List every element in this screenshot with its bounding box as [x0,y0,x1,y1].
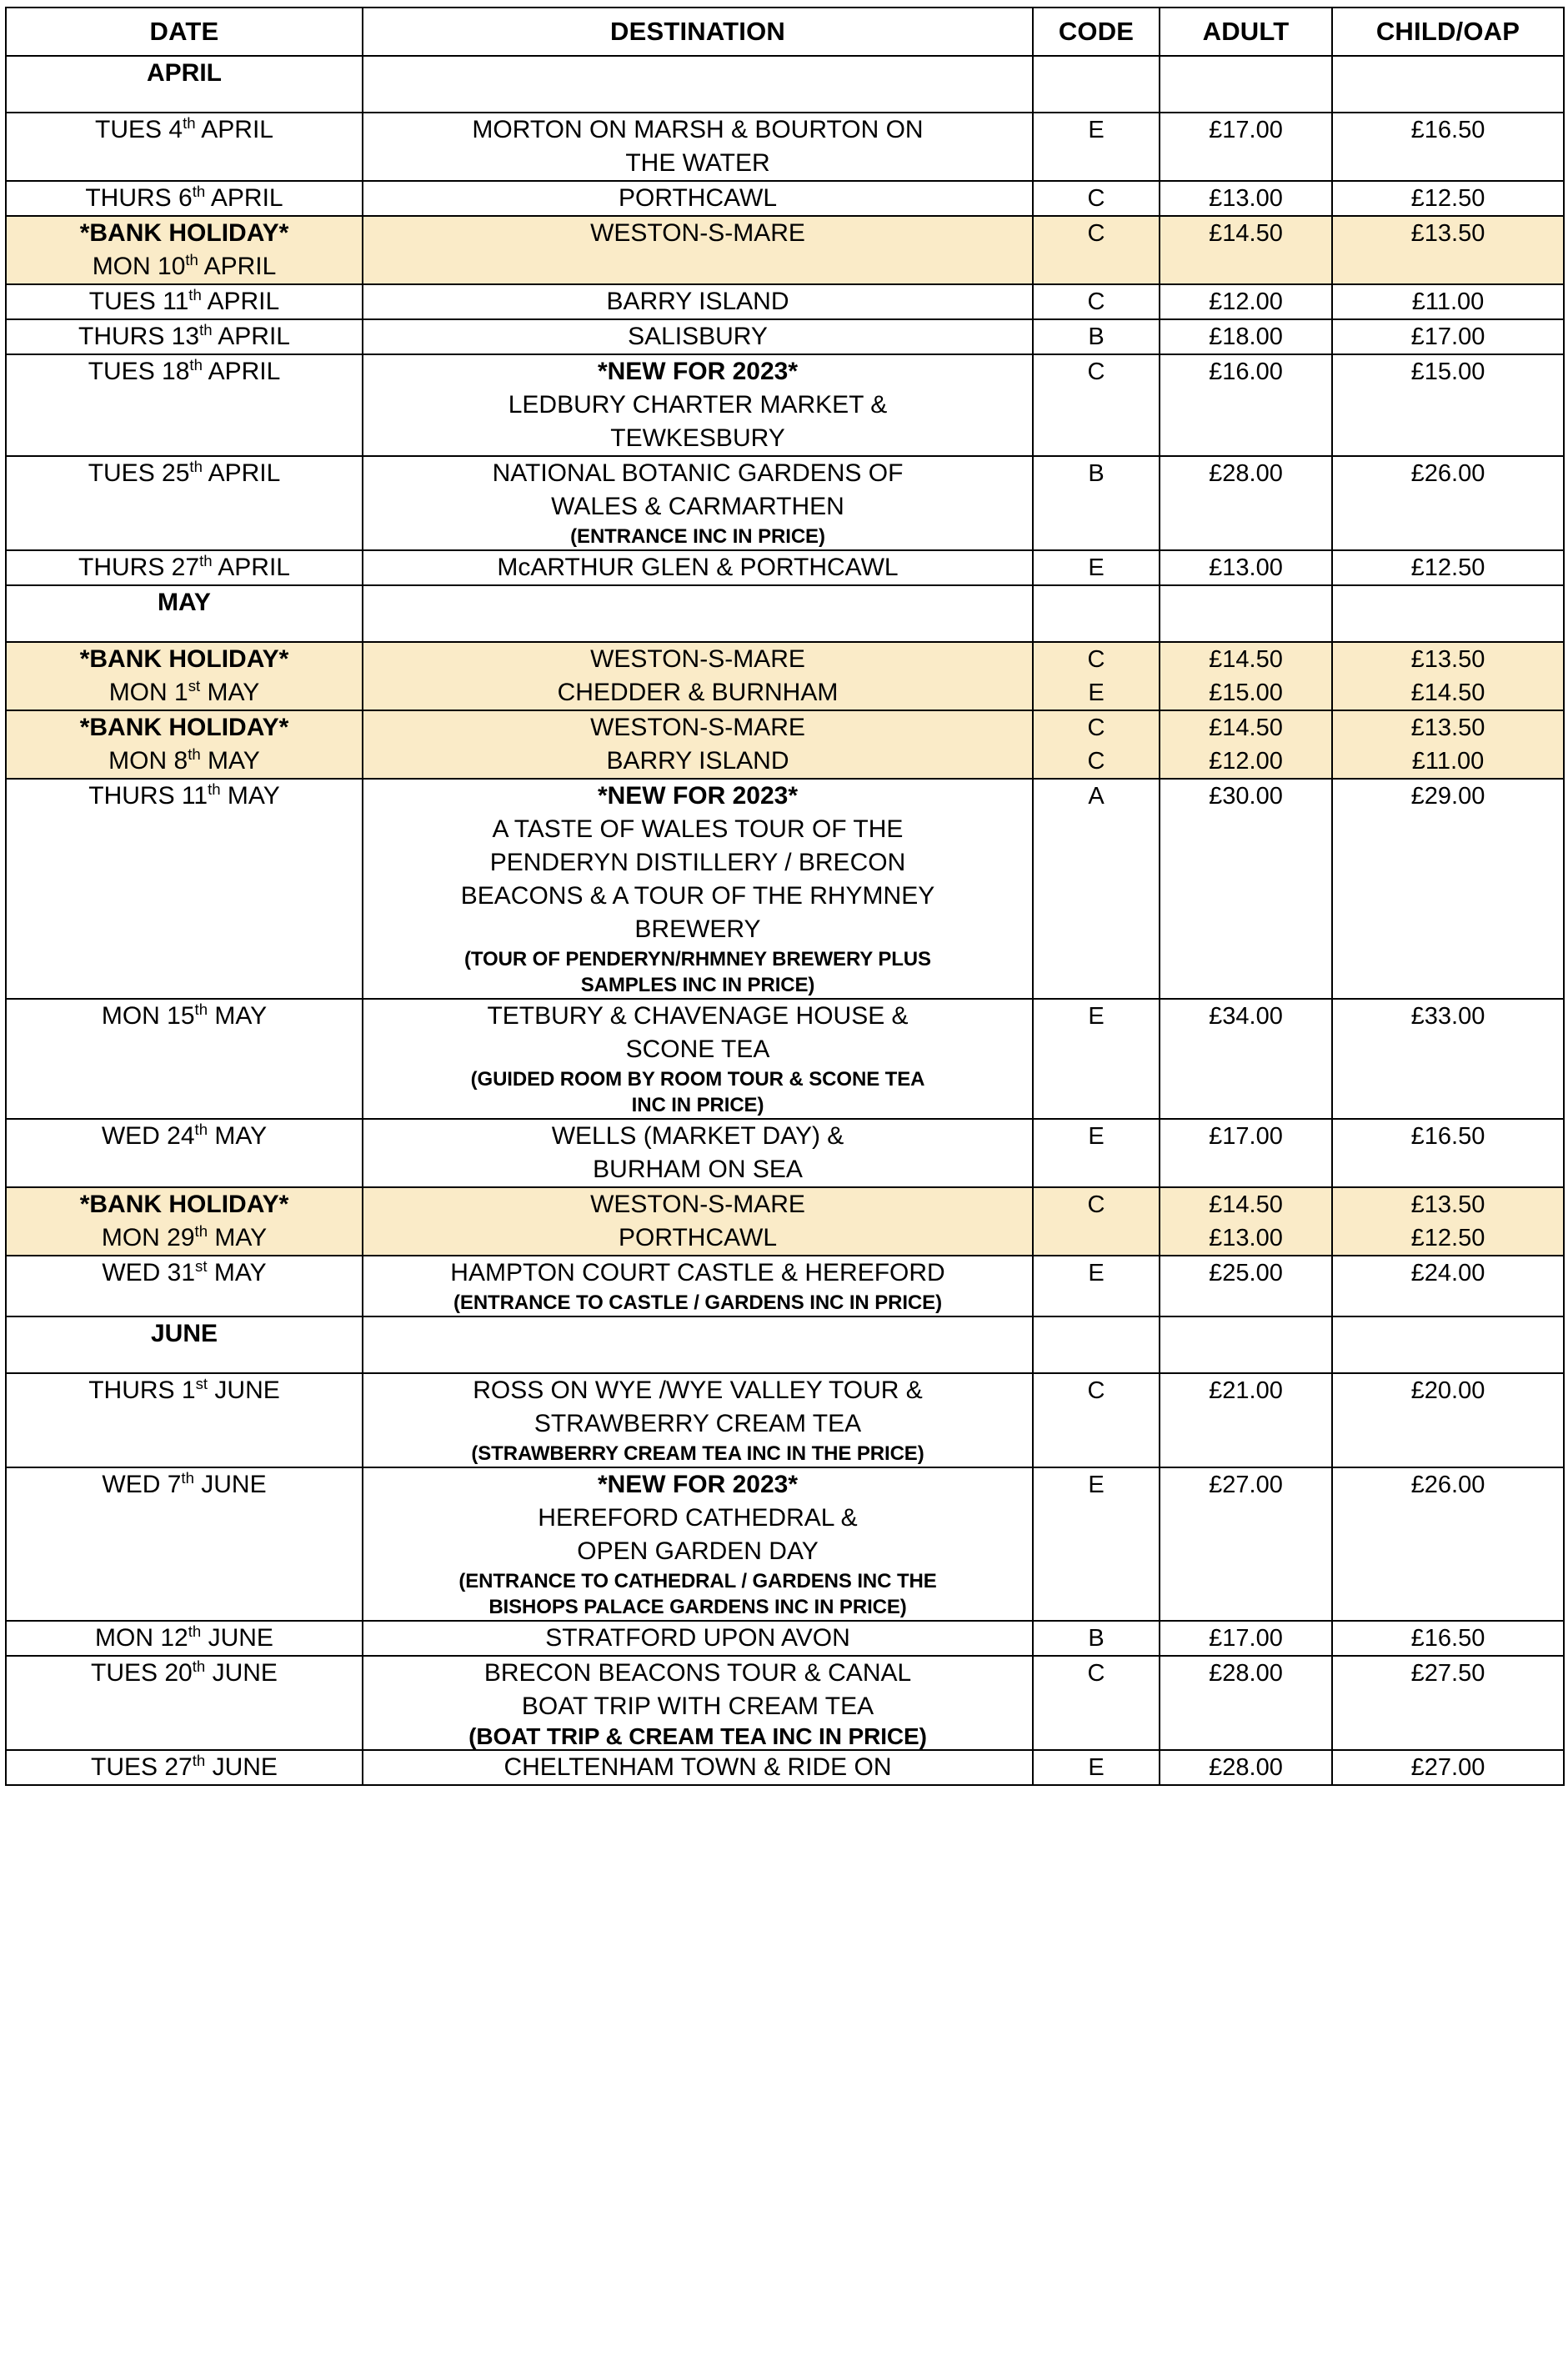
empty-cell-adult [1160,585,1332,642]
trip-date: THURS 11th MAY [6,779,363,999]
trip-price-child: £17.00 [1332,319,1564,354]
trip-date: THURS 27th APRIL [6,550,363,585]
trip-price-child: £15.00 [1332,354,1564,456]
trip-date: TUES 18th APRIL [6,354,363,456]
trip-price-adult: £17.00 [1160,113,1332,181]
trip-code: E [1033,550,1160,585]
trip-price-child: £12.50 [1332,181,1564,216]
trip-row [6,216,1564,284]
trip-date: TUES 4th APRIL [6,113,363,181]
trip-price-adult: £28.00 [1160,1750,1332,1785]
trip-row [6,1373,1564,1467]
trip-code: C [1033,1656,1160,1750]
empty-cell-child [1332,1316,1564,1373]
trip-row [6,999,1564,1119]
trip-code: E [1033,1256,1160,1316]
trip-code: B [1033,319,1160,354]
empty-cell-child [1332,585,1564,642]
trip-destination: WESTON-S-MARE BARRY ISLAND [363,710,1033,779]
trip-schedule-table [5,7,1565,1786]
trip-date: *BANK HOLIDAY* MON 10th APRIL [6,216,363,284]
trip-destination: BRECON BEACONS TOUR & CANAL BOAT TRIP WITH CREAM TEA (BOAT TRIP & CREAM TEA INC IN PRICE) [363,1656,1033,1750]
trip-price-adult: £14.50 £12.00 [1160,710,1332,779]
trip-price-child: £24.00 [1332,1256,1564,1316]
trip-date: THURS 13th APRIL [6,319,363,354]
trip-destination: *NEW FOR 2023* LEDBURY CHARTER MARKET & TEWKESBURY [363,354,1033,456]
table-header-row [6,8,1564,56]
column-header-adult: ADULT [1160,8,1332,56]
trip-price-adult: £27.00 [1160,1467,1332,1621]
month-header-row [6,585,1564,642]
trip-destination: WESTON-S-MARE CHEDDER & BURNHAM [363,642,1033,710]
trip-price-child: £26.00 [1332,1467,1564,1621]
trip-price-child: £33.00 [1332,999,1564,1119]
trip-price-adult: £21.00 [1160,1373,1332,1467]
column-header-code: CODE [1033,8,1160,56]
empty-cell-destination [363,56,1033,113]
trip-destination: McARTHUR GLEN & PORTHCAWL [363,550,1033,585]
trip-price-child: £16.50 [1332,1621,1564,1656]
trip-date: *BANK HOLIDAY* MON 1st MAY [6,642,363,710]
empty-cell-adult [1160,56,1332,113]
trip-destination: SALISBURY [363,319,1033,354]
trip-date: THURS 6th APRIL [6,181,363,216]
trip-row [6,1467,1564,1621]
trip-price-adult: £28.00 [1160,1656,1332,1750]
trip-code: B [1033,1621,1160,1656]
month-label: APRIL [6,56,363,113]
trip-date: TUES 27th JUNE [6,1750,363,1785]
trip-price-child: £16.50 [1332,1119,1564,1187]
trip-code: C C [1033,710,1160,779]
month-label: JUNE [6,1316,363,1373]
trip-price-child: £13.50 £11.00 [1332,710,1564,779]
trip-price-adult: £28.00 [1160,456,1332,550]
trip-price-child: £29.00 [1332,779,1564,999]
trip-date: TUES 25th APRIL [6,456,363,550]
trip-date: MON 15th MAY [6,999,363,1119]
trip-date: WED 7th JUNE [6,1467,363,1621]
trip-row [6,113,1564,181]
trip-code: C [1033,1187,1160,1256]
trip-price-child: £13.50 [1332,216,1564,284]
trip-price-adult: £16.00 [1160,354,1332,456]
month-label: MAY [6,585,363,642]
trip-date: TUES 20th JUNE [6,1656,363,1750]
trip-row [6,779,1564,999]
trip-price-adult: £25.00 [1160,1256,1332,1316]
column-header-child-oap: CHILD/OAP [1332,8,1564,56]
trip-destination: WESTON-S-MARE PORTHCAWL [363,1187,1033,1256]
trip-code: E [1033,1467,1160,1621]
empty-cell-code [1033,56,1160,113]
column-header-date: DATE [6,8,363,56]
trip-destination: BARRY ISLAND [363,284,1033,319]
trip-code: C [1033,1373,1160,1467]
empty-cell-adult [1160,1316,1332,1373]
trip-row [6,1750,1564,1785]
trip-destination: ROSS ON WYE /WYE VALLEY TOUR & STRAWBERRY CREAM TEA (STRAWBERRY CREAM TEA INC IN THE PRICE) [363,1373,1033,1467]
trip-destination: MORTON ON MARSH & BOURTON ON THE WATER [363,113,1033,181]
trip-row [6,710,1564,779]
trip-destination: WELLS (MARKET DAY) & BURHAM ON SEA [363,1119,1033,1187]
trip-date: WED 24th MAY [6,1119,363,1187]
trip-row [6,1119,1564,1187]
trip-code: C [1033,284,1160,319]
trip-code: C [1033,216,1160,284]
trip-row [6,1656,1564,1750]
trip-row [6,354,1564,456]
trip-price-child: £26.00 [1332,456,1564,550]
trip-destination: WESTON-S-MARE [363,216,1033,284]
trip-price-adult: £13.00 [1160,181,1332,216]
trip-row [6,550,1564,585]
empty-cell-destination [363,1316,1033,1373]
trip-code: E [1033,1750,1160,1785]
trip-code: C [1033,354,1160,456]
trip-destination: CHELTENHAM TOWN & RIDE ON [363,1750,1033,1785]
trip-row [6,1187,1564,1256]
trip-price-child: £11.00 [1332,284,1564,319]
table-body [6,56,1564,1785]
trip-date: WED 31st MAY [6,1256,363,1316]
trip-destination: NATIONAL BOTANIC GARDENS OF WALES & CARMARTHEN (ENTRANCE INC IN PRICE) [363,456,1033,550]
trip-row [6,456,1564,550]
empty-cell-code [1033,585,1160,642]
month-header-row [6,1316,1564,1373]
empty-cell-code [1033,1316,1160,1373]
trip-price-child: £13.50 £14.50 [1332,642,1564,710]
trip-date: *BANK HOLIDAY* MON 8th MAY [6,710,363,779]
trip-code: A [1033,779,1160,999]
trip-price-adult: £13.00 [1160,550,1332,585]
trip-price-child: £20.00 [1332,1373,1564,1467]
trip-price-adult: £14.50 £15.00 [1160,642,1332,710]
trip-price-adult: £14.50 [1160,216,1332,284]
trip-row [6,1621,1564,1656]
trip-price-adult: £18.00 [1160,319,1332,354]
trip-destination: HAMPTON COURT CASTLE & HEREFORD (ENTRANCE TO CASTLE / GARDENS INC IN PRICE) [363,1256,1033,1316]
trip-destination: TETBURY & CHAVENAGE HOUSE & SCONE TEA (GUIDED ROOM BY ROOM TOUR & SCONE TEA INC IN PRICE) [363,999,1033,1119]
trip-row [6,1256,1564,1316]
month-header-row [6,56,1564,113]
trip-destination: *NEW FOR 2023* A TASTE OF WALES TOUR OF THE PENDERYN DISTILLERY / BRECON BEACONS & A TOUR OF THE RHYMNEY BREWERY (TOUR OF PENDERYN/RHMNEY BREWERY PLUS SAMPLES INC IN PRICE) [363,779,1033,999]
trip-code: B [1033,456,1160,550]
trip-row [6,319,1564,354]
trip-destination: *NEW FOR 2023* HEREFORD CATHEDRAL & OPEN GARDEN DAY (ENTRANCE TO CATHEDRAL / GARDENS INC THE BISHOPS PALACE GARDENS INC IN PRICE) [363,1467,1033,1621]
column-header-destination: DESTINATION [363,8,1033,56]
trip-destination: STRATFORD UPON AVON [363,1621,1033,1656]
trip-destination: PORTHCAWL [363,181,1033,216]
trip-date: MON 12th JUNE [6,1621,363,1656]
trip-code: E [1033,999,1160,1119]
trip-price-adult: £14.50 £13.00 [1160,1187,1332,1256]
trip-price-adult: £30.00 [1160,779,1332,999]
trip-code: C [1033,181,1160,216]
trip-code: E [1033,113,1160,181]
trip-code: C E [1033,642,1160,710]
trip-price-adult: £17.00 [1160,1621,1332,1656]
trip-price-child: £12.50 [1332,550,1564,585]
trip-price-adult: £17.00 [1160,1119,1332,1187]
trip-date: TUES 11th APRIL [6,284,363,319]
trip-row [6,181,1564,216]
trip-code: E [1033,1119,1160,1187]
trip-row [6,642,1564,710]
trip-date: *BANK HOLIDAY* MON 29th MAY [6,1187,363,1256]
trip-price-adult: £12.00 [1160,284,1332,319]
trip-price-child: £13.50 £12.50 [1332,1187,1564,1256]
trip-price-child: £27.50 [1332,1656,1564,1750]
empty-cell-destination [363,585,1033,642]
trip-price-adult: £34.00 [1160,999,1332,1119]
trip-row [6,284,1564,319]
trip-date: THURS 1st JUNE [6,1373,363,1467]
empty-cell-child [1332,56,1564,113]
trip-price-child: £27.00 [1332,1750,1564,1785]
trip-price-child: £16.50 [1332,113,1564,181]
